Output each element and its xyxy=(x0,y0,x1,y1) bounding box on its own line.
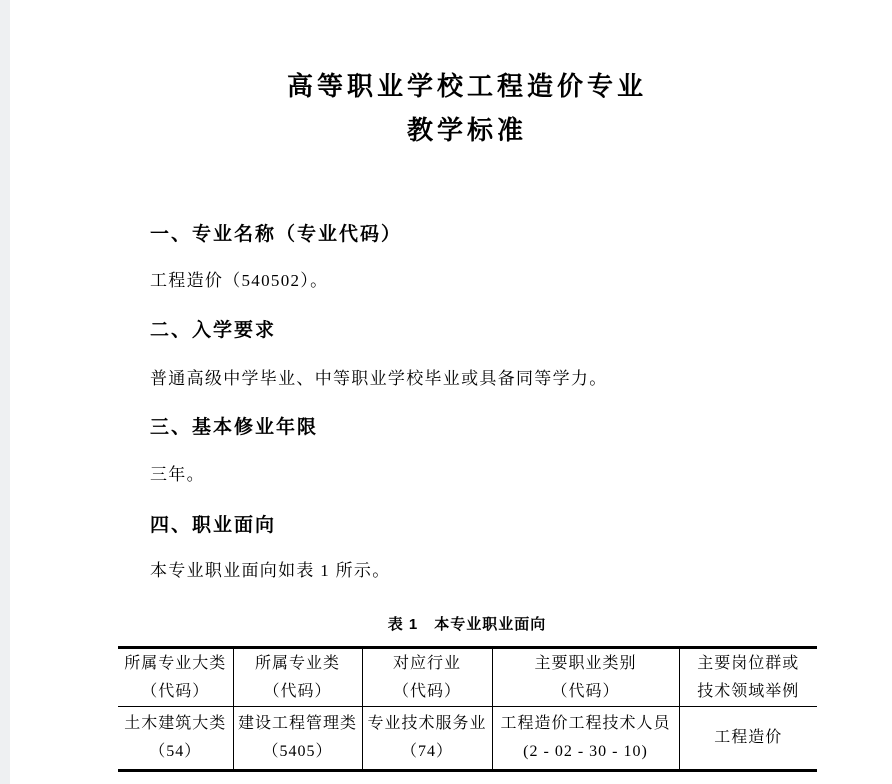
cell-occupation-category xyxy=(492,707,679,771)
cell-industry xyxy=(362,707,492,771)
cell-text: 建设工程管理类 xyxy=(237,715,357,732)
document-page xyxy=(10,0,892,784)
section-1-body: 工程造价（540502）。 xyxy=(150,271,329,290)
cell-text: 工程造价工程技术人员 xyxy=(500,715,671,732)
table-caption: 表 1 本专业职业面向 xyxy=(387,616,547,633)
header-text: 对应行业 xyxy=(392,654,461,672)
cell-post-examples xyxy=(679,707,817,771)
cell-text: （5405） xyxy=(262,743,333,760)
header-cell-post-examples xyxy=(679,648,817,707)
header-text: （代码） xyxy=(141,682,210,700)
section-2-body: 普通高级中学毕业、中等职业学校毕业或具备同等学力。 xyxy=(150,369,608,388)
section-3-heading: 三、基本修业年限 xyxy=(150,417,319,438)
header-text: 主要岗位群或 xyxy=(697,654,800,672)
section-3-body: 三年。 xyxy=(150,465,205,484)
header-text: （代码） xyxy=(551,682,620,700)
document-title xyxy=(42,64,892,152)
header-text: （代码） xyxy=(392,682,461,700)
table-body-row xyxy=(118,707,817,771)
cell-text: 工程造价 xyxy=(714,729,783,746)
cell-text: (2 - 02 - 30 - 10) xyxy=(523,743,648,760)
header-text: 所属专业类 xyxy=(254,654,340,672)
page-edge-strip xyxy=(0,0,10,784)
header-text: 技术领域举例 xyxy=(697,682,800,700)
section-4-heading: 四、职业面向 xyxy=(150,515,277,536)
header-text: （代码） xyxy=(263,682,332,700)
header-cell-major-category xyxy=(118,648,233,707)
title-line-2: 教学标准 xyxy=(406,115,527,145)
section-1-heading: 一、专业名称（专业代码） xyxy=(150,224,403,245)
header-text: 主要职业类别 xyxy=(534,654,637,672)
section-2-heading: 二、入学要求 xyxy=(150,320,277,341)
section-4-body: 本专业职业面向如表 1 所示。 xyxy=(150,561,391,580)
table-header-row xyxy=(118,648,817,707)
cell-text: 专业技术服务业 xyxy=(367,715,487,732)
header-cell-industry xyxy=(362,648,492,707)
header-cell-major-class xyxy=(233,648,362,707)
cell-major-class xyxy=(233,707,362,771)
header-cell-occupation-category xyxy=(492,648,679,707)
header-text: 所属专业大类 xyxy=(124,654,227,672)
career-orientation-table xyxy=(118,646,817,772)
cell-text: （54） xyxy=(149,743,202,760)
cell-text: 土木建筑大类 xyxy=(124,715,227,732)
cell-major-category xyxy=(118,707,233,771)
title-line-1: 高等职业学校工程造价专业 xyxy=(286,71,647,101)
cell-text: （74） xyxy=(400,743,453,760)
